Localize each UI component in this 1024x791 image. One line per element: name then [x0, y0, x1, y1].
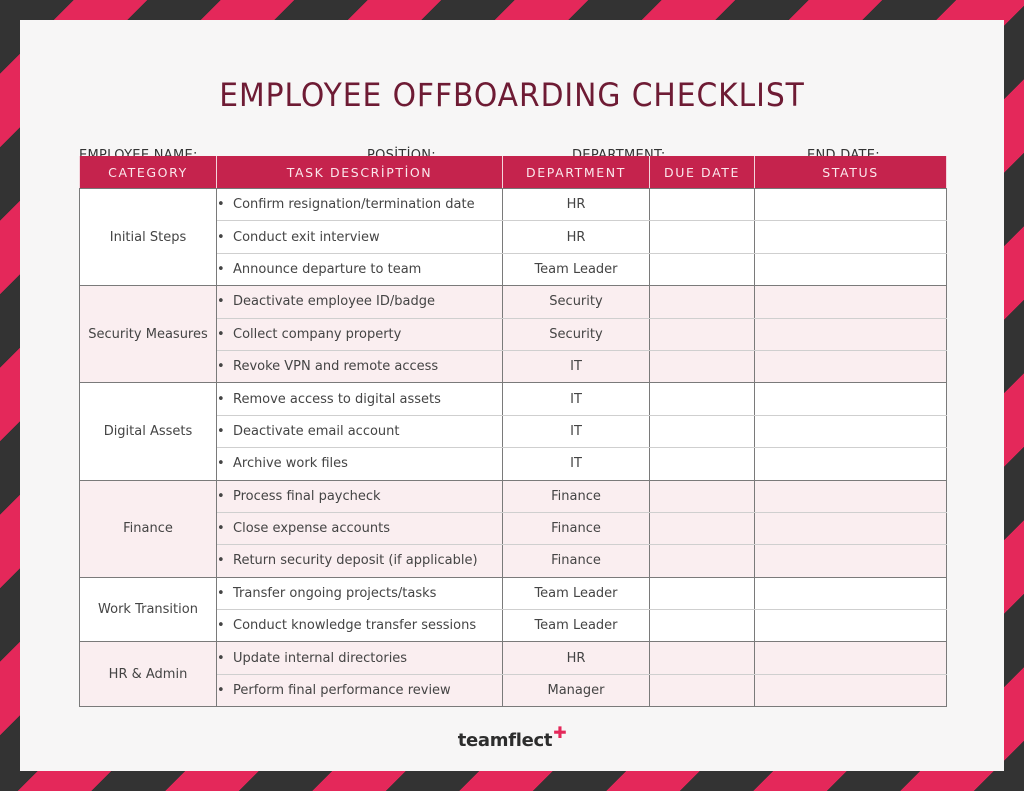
category-cell: Digital Assets — [80, 383, 217, 480]
task-text: Confirm resignation/termination date — [233, 197, 475, 213]
due-date-cell[interactable] — [650, 350, 755, 382]
task-text: Conduct exit interview — [233, 229, 380, 245]
bullet-icon: • — [217, 423, 225, 439]
task-cell — [217, 286, 503, 318]
table-row — [80, 577, 947, 609]
due-date-cell[interactable] — [650, 448, 755, 480]
category-cell: HR & Admin — [80, 642, 217, 707]
due-date-cell[interactable] — [650, 545, 755, 577]
task-cell — [217, 448, 503, 480]
column-header-due-date: DUE DATE — [650, 156, 755, 189]
task-text: Close expense accounts — [233, 521, 390, 537]
task-cell — [217, 350, 503, 382]
bullet-icon: • — [217, 683, 225, 699]
task-cell — [217, 415, 503, 447]
bullet-icon: • — [217, 650, 225, 666]
bullet-icon: • — [217, 618, 225, 634]
task-text: Remove access to digital assets — [233, 391, 441, 407]
department-cell: IT — [503, 415, 650, 447]
task-cell — [217, 189, 503, 221]
table-header-row — [80, 156, 947, 189]
bullet-icon: • — [217, 585, 225, 601]
department-cell: IT — [503, 448, 650, 480]
department-cell: Security — [503, 286, 650, 318]
status-cell[interactable] — [755, 610, 947, 642]
bullet-icon: • — [217, 553, 225, 569]
status-cell[interactable] — [755, 577, 947, 609]
due-date-cell[interactable] — [650, 610, 755, 642]
department-cell: Team Leader — [503, 253, 650, 285]
due-date-cell[interactable] — [650, 318, 755, 350]
status-cell[interactable] — [755, 448, 947, 480]
table-row — [80, 480, 947, 512]
department-cell: Manager — [503, 674, 650, 706]
task-cell — [217, 674, 503, 706]
bullet-icon: • — [217, 197, 225, 213]
bullet-icon: • — [217, 294, 225, 310]
plus-icon: ✚ — [553, 723, 567, 742]
status-cell[interactable] — [755, 415, 947, 447]
task-text: Transfer ongoing projects/tasks — [233, 585, 437, 601]
page-title: EMPLOYEE OFFBOARDING CHECKLIST — [219, 76, 805, 114]
due-date-cell[interactable] — [650, 221, 755, 253]
category-cell: Initial Steps — [80, 189, 217, 286]
department-cell: IT — [503, 383, 650, 415]
due-date-cell[interactable] — [650, 383, 755, 415]
task-cell — [217, 610, 503, 642]
status-cell[interactable] — [755, 286, 947, 318]
task-text: Return security deposit (if applicable) — [233, 553, 478, 569]
task-cell — [217, 642, 503, 674]
department-cell: Team Leader — [503, 577, 650, 609]
status-cell[interactable] — [755, 674, 947, 706]
bullet-icon: • — [217, 359, 225, 375]
task-cell — [217, 318, 503, 350]
category-cell: Security Measures — [80, 286, 217, 383]
department-cell: HR — [503, 189, 650, 221]
status-cell[interactable] — [755, 350, 947, 382]
bullet-icon: • — [217, 521, 225, 537]
department-cell: Finance — [503, 545, 650, 577]
task-text: Revoke VPN and remote access — [233, 359, 439, 375]
status-cell[interactable] — [755, 318, 947, 350]
status-cell[interactable] — [755, 642, 947, 674]
department-cell: Finance — [503, 480, 650, 512]
task-text: Process final paycheck — [233, 488, 381, 504]
bullet-icon: • — [217, 261, 225, 277]
task-cell — [217, 577, 503, 609]
due-date-cell[interactable] — [650, 642, 755, 674]
bullet-icon: • — [217, 229, 225, 245]
task-text: Deactivate employee ID/badge — [233, 294, 435, 310]
bullet-icon: • — [217, 326, 225, 342]
logo-text: teamflect — [457, 730, 553, 751]
due-date-cell[interactable] — [650, 512, 755, 544]
task-text: Announce departure to team — [233, 261, 422, 277]
table-row — [80, 642, 947, 674]
department-cell: HR — [503, 221, 650, 253]
table-row — [80, 189, 947, 221]
status-cell[interactable] — [755, 383, 947, 415]
bullet-icon: • — [217, 391, 225, 407]
status-cell[interactable] — [755, 545, 947, 577]
bullet-icon: • — [217, 488, 225, 504]
due-date-cell[interactable] — [650, 577, 755, 609]
status-cell[interactable] — [755, 480, 947, 512]
task-text: Conduct knowledge transfer sessions — [233, 618, 477, 634]
table-row — [80, 286, 947, 318]
status-cell[interactable] — [755, 253, 947, 285]
column-header-status: STATUS — [755, 156, 947, 189]
due-date-cell[interactable] — [650, 286, 755, 318]
task-text: Deactivate email account — [233, 423, 400, 439]
due-date-cell[interactable] — [650, 415, 755, 447]
task-cell — [217, 383, 503, 415]
teamflect-logo — [20, 723, 1004, 751]
task-text: Collect company property — [233, 326, 402, 342]
department-cell: Team Leader — [503, 610, 650, 642]
status-cell[interactable] — [755, 221, 947, 253]
due-date-cell[interactable] — [650, 189, 755, 221]
column-header-category: CATEGORY — [80, 156, 217, 189]
checklist-table — [79, 156, 947, 707]
task-cell — [217, 480, 503, 512]
department-cell: HR — [503, 642, 650, 674]
department-cell: IT — [503, 350, 650, 382]
task-cell — [217, 512, 503, 544]
due-date-cell[interactable] — [650, 480, 755, 512]
table-row — [80, 383, 947, 415]
task-text: Update internal directories — [233, 650, 408, 666]
status-cell[interactable] — [755, 189, 947, 221]
department-cell: Security — [503, 318, 650, 350]
task-cell — [217, 221, 503, 253]
due-date-cell[interactable] — [650, 674, 755, 706]
category-cell: Finance — [80, 480, 217, 577]
task-cell — [217, 545, 503, 577]
task-text: Perform final performance review — [233, 683, 451, 699]
category-cell: Work Transition — [80, 577, 217, 642]
task-text: Archive work files — [233, 456, 348, 472]
department-cell: Finance — [503, 512, 650, 544]
column-header-task: TASK DESCRİPTİON — [217, 156, 503, 189]
bullet-icon: • — [217, 456, 225, 472]
status-cell[interactable] — [755, 512, 947, 544]
task-cell — [217, 253, 503, 285]
table-body — [80, 189, 947, 707]
column-header-department: DEPARTMENT — [503, 156, 650, 189]
due-date-cell[interactable] — [650, 253, 755, 285]
